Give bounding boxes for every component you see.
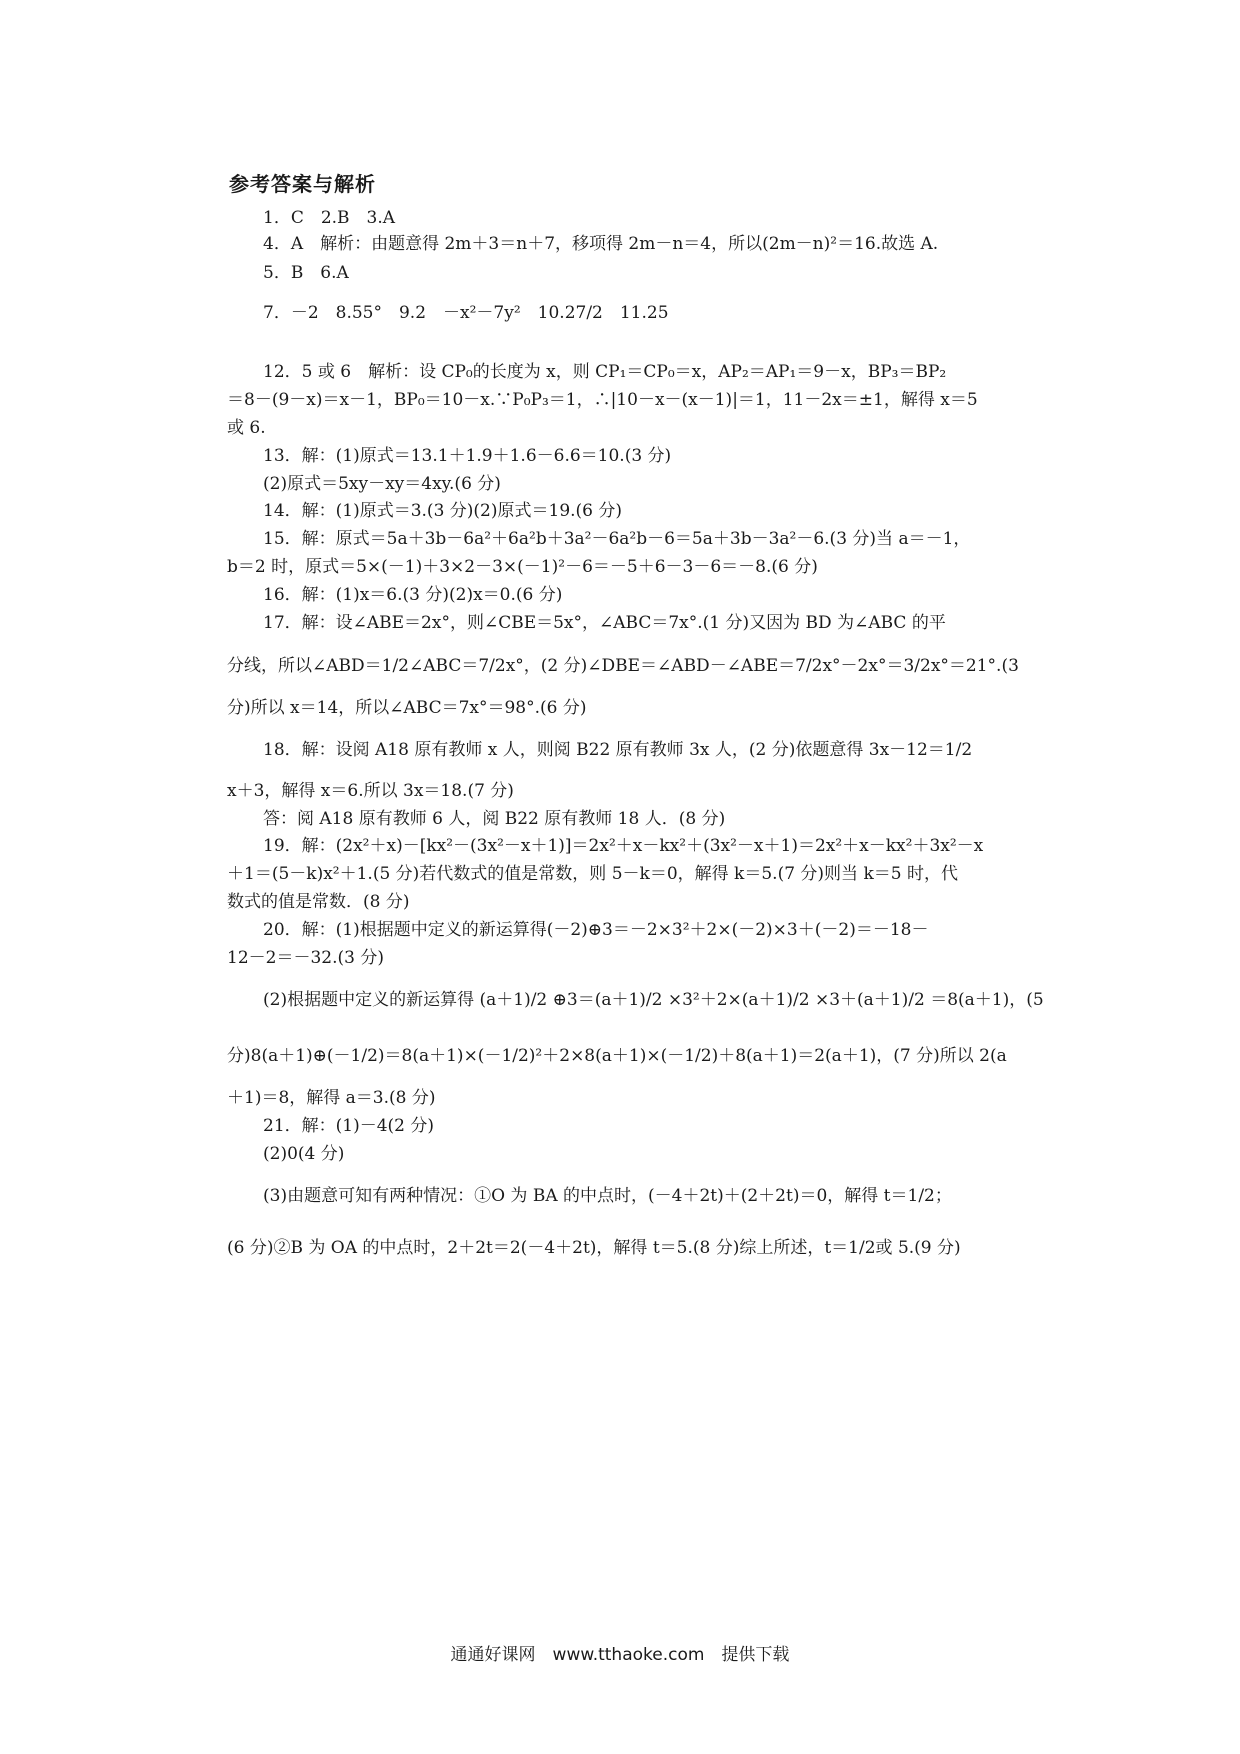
answer-line: 12－2＝－32.(3 分) <box>227 948 384 968</box>
answer-line: x＋3，解得 x＝6.所以 3x＝18.(7 分) <box>227 781 514 801</box>
answer-line: 13．解：(1)原式＝13.1＋1.9＋1.6－6.6＝10.(3 分) <box>263 446 672 466</box>
answer-line: 答：阅 A18 原有教师 6 人，阅 B22 原有教师 18 人．(8 分) <box>263 809 726 829</box>
answer-line: 分)8(a＋1)⊕(－1/2)＝8(a＋1)×(－1/2)²＋2×8(a＋1)×(－1/2)＋8(a＋1)＝2(a＋1)，(7 分)所以 2(a <box>227 1046 1007 1066</box>
answer-line: 分)所以 x＝14，所以∠ABC＝7x°＝98°.(6 分) <box>227 698 587 718</box>
answer-line: 21．解：(1)－4(2 分) <box>263 1116 435 1136</box>
answer-line: ＝8－(9－x)＝x－1，BP₀＝10－x.∵P₀P₃＝1，∴|10－x－(x－1)|＝1，11－2x＝±1，解得 x＝5 <box>227 390 978 410</box>
answer-line: 4．A 解析：由题意得 2m＋3＝n＋7，移项得 2m－n＝4，所以(2m－n)²＝16.故选 A. <box>263 234 939 254</box>
answer-line: 7．－2 8.55° 9.2 －x²－7y² 10.27/2 11.25 <box>263 303 669 323</box>
answer-line: 12．5 或 6 解析：设 CP₀的长度为 x，则 CP₁＝CP₀＝x，AP₂＝AP₁＝9－x，BP₃＝BP₂ <box>263 362 947 382</box>
answer-line: 数式的值是常数．(8 分) <box>227 892 410 912</box>
answer-line: (3)由题意可知有两种情况：①O 为 BA 的中点时，(－4＋2t)＋(2＋2t)＝0，解得 t＝1/2； <box>263 1186 952 1206</box>
answer-line: 14．解：(1)原式＝3.(3 分)(2)原式＝19.(6 分) <box>263 501 623 521</box>
footer-watermark: 通通好课网 www.tthaoke.com 提供下载 <box>450 1645 790 1665</box>
page-title: 参考答案与解析 <box>229 172 376 196</box>
answer-line: 15．解：原式＝5a＋3b－6a²＋6a²b＋3a²－6a²b－6＝5a＋3b－3a²－6.(3 分)当 a＝－1， <box>263 529 971 549</box>
answer-line: 18．解：设阅 A18 原有教师 x 人，则阅 B22 原有教师 3x 人，(2 分)依题意得 3x－12＝1/2 <box>263 740 973 760</box>
answer-line: 16．解：(1)x＝6.(3 分)(2)x＝0.(6 分) <box>263 585 563 605</box>
answer-line: 5．B 6.A <box>263 263 349 283</box>
answer-line: 17．解：设∠ABE＝2x°，则∠CBE＝5x°，∠ABC＝7x°.(1 分)又因为 BD 为∠ABC 的平 <box>263 613 946 633</box>
answer-line: 20．解：(1)根据题中定义的新运算得(－2)⊕3＝－2×3²＋2×(－2)×3＋(－2)＝－18－ <box>263 920 929 940</box>
answer-line: 分线，所以∠ABD＝1/2∠ABC＝7/2x°，(2 分)∠DBE＝∠ABD－∠ABE＝7/2x°－2x°＝3/2x°＝21°.(3 <box>227 656 1019 676</box>
answer-line: (6 分)②B 为 OA 的中点时，2＋2t＝2(－4＋2t)，解得 t＝5.(8 分)综上所述，t＝1/2或 5.(9 分) <box>227 1238 961 1258</box>
answer-line: b＝2 时，原式＝5×(－1)＋3×2－3×(－1)²－6＝－5＋6－3－6＝－8.(6 分) <box>227 557 818 577</box>
answer-line: (2)根据题中定义的新运算得 (a＋1)/2 ⊕3＝(a＋1)/2 ×3²＋2×(a＋1)/2 ×3＋(a＋1)/2 ＝8(a＋1)，(5 <box>263 990 1044 1010</box>
answer-line: ＋1＝(5－k)x²＋1.(5 分)若代数式的值是常数，则 5－k＝0，解得 k＝5.(7 分)则当 k＝5 时，代 <box>227 864 958 884</box>
answer-line: ＋1)＝8，解得 a＝3.(8 分) <box>227 1088 436 1108</box>
answer-line: 19．解：(2x²＋x)－[kx²－(3x²－x＋1)]＝2x²＋x－kx²＋(3x²－x＋1)＝2x²＋x－kx²＋3x²－x <box>263 836 984 856</box>
answer-line: 或 6. <box>227 418 266 438</box>
answer-line: (2)原式＝5xy－xy＝4xy.(6 分) <box>263 474 501 494</box>
answer-line: (2)0(4 分) <box>263 1144 345 1164</box>
answer-line: 1．C 2.B 3.A <box>263 208 396 228</box>
